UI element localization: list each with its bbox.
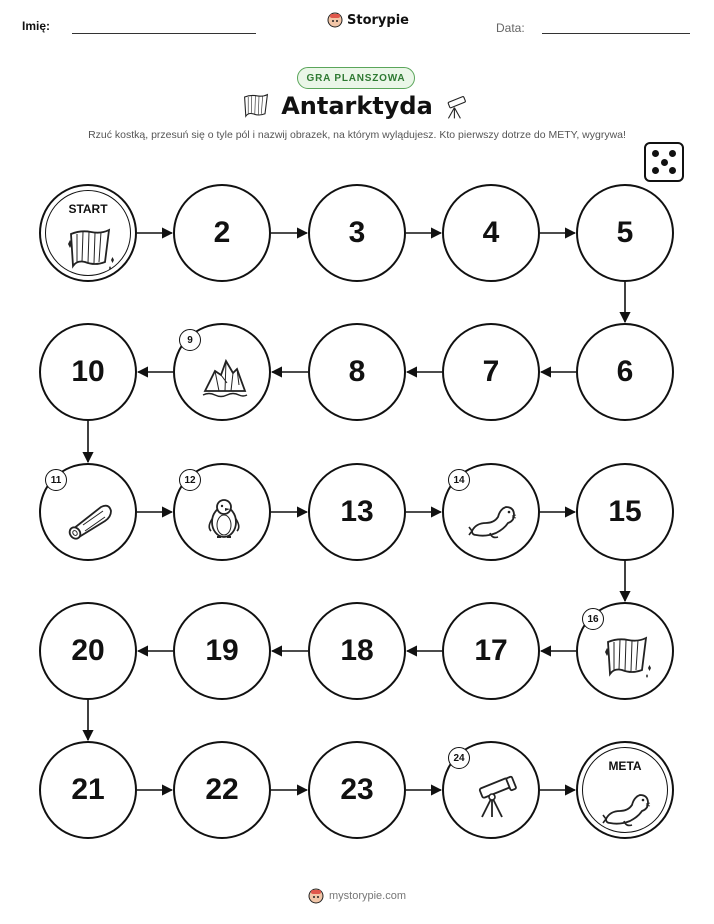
board-cell[interactable] — [39, 463, 137, 561]
cell-number: 5 — [616, 216, 634, 249]
aurora-icon — [602, 634, 652, 680]
cell-number-badge: 9 — [179, 329, 201, 351]
board-cell-start[interactable] — [39, 184, 137, 282]
board-cell[interactable] — [173, 741, 271, 839]
cell-number: 18 — [340, 634, 374, 667]
board-cell[interactable] — [308, 184, 406, 282]
footer-mascot-icon — [308, 888, 324, 904]
telescope-icon — [468, 773, 518, 819]
cell-number: 19 — [205, 634, 239, 667]
board-cell[interactable] — [39, 741, 137, 839]
penguin-icon — [199, 495, 249, 541]
cell-number: 8 — [348, 355, 366, 388]
cell-number: 4 — [482, 216, 500, 249]
cell-number-badge: 24 — [448, 747, 470, 769]
seal-icon — [468, 495, 518, 541]
cell-number: 21 — [71, 773, 105, 806]
cell-label: START — [68, 202, 108, 216]
cell-number: 7 — [482, 355, 500, 388]
cell-number-badge: 16 — [582, 608, 604, 630]
date-label: Data: — [496, 21, 525, 35]
board-cell[interactable] — [576, 184, 674, 282]
cell-number-badge: 12 — [179, 469, 201, 491]
cell-number-badge: 14 — [448, 469, 470, 491]
cell-label: META — [608, 759, 642, 773]
board-cell[interactable] — [442, 184, 540, 282]
board-cell[interactable] — [442, 602, 540, 700]
board-cell[interactable] — [308, 741, 406, 839]
board-cell[interactable] — [39, 602, 137, 700]
iceberg-icon — [199, 355, 249, 401]
board-cell[interactable] — [308, 323, 406, 421]
board-cell-meta[interactable] — [576, 741, 674, 839]
log-icon — [65, 495, 115, 541]
board-cell[interactable] — [308, 463, 406, 561]
board-cell[interactable] — [173, 184, 271, 282]
category-badge: GRA PLANSZOWA — [297, 67, 415, 89]
cell-number: 6 — [616, 355, 634, 388]
board-cell[interactable] — [442, 323, 540, 421]
board-cell[interactable] — [173, 602, 271, 700]
footer — [0, 888, 714, 904]
board-cell[interactable] — [576, 323, 674, 421]
cell-number: 15 — [608, 495, 642, 528]
cell-number: 17 — [474, 634, 508, 667]
board-cell[interactable] — [442, 741, 540, 839]
board-cell[interactable] — [39, 323, 137, 421]
footer-url[interactable]: mystorypie.com — [328, 890, 407, 902]
cell-number-badge: 11 — [45, 469, 67, 491]
cell-number: 13 — [340, 495, 374, 528]
board-cell[interactable] — [576, 602, 674, 700]
cell-number: 2 — [213, 216, 231, 249]
board-cell[interactable] — [576, 463, 674, 561]
page-title: Antarktyda — [281, 92, 433, 120]
aurora-icon — [65, 226, 115, 272]
instructions: Rzuć kostką, przesuń się o tyle pól i nazwij obrazek, na którym wylądujesz. Kto pierwszy dotrze do METY, wygrywa! — [88, 129, 626, 141]
cell-number: 3 — [348, 216, 366, 249]
brand-name: Storypie — [347, 12, 409, 28]
cell-number: 22 — [205, 773, 239, 806]
board-cell[interactable] — [442, 463, 540, 561]
name-label: Imię: — [22, 19, 51, 33]
cell-number: 20 — [71, 634, 105, 667]
cell-number: 10 — [71, 355, 105, 388]
seal-icon — [602, 783, 652, 829]
cell-number: 23 — [340, 773, 374, 806]
board-cell[interactable] — [173, 463, 271, 561]
board-cell[interactable] — [173, 323, 271, 421]
board-cell[interactable] — [308, 602, 406, 700]
